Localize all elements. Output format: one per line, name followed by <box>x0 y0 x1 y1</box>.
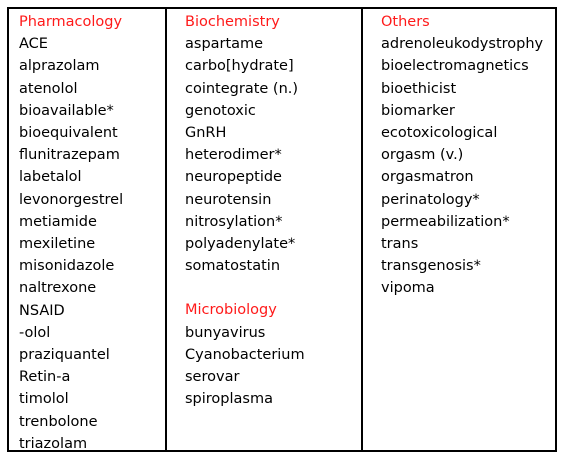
list-item: Retin-a <box>19 369 71 386</box>
list-item: cointegrate (n.) <box>185 80 299 97</box>
list-item: aspartame <box>185 36 264 53</box>
list-item: heterodimer* <box>185 147 282 164</box>
list-item: transgenosis* <box>381 258 481 275</box>
list-item: somatostatin <box>185 258 281 275</box>
list-item: ecotoxicological <box>381 125 498 142</box>
list-item: misonidazole <box>19 258 115 275</box>
list-item: ACE <box>19 36 48 53</box>
list-item: trans <box>381 236 419 253</box>
list-item: bioethicist <box>381 80 457 97</box>
list-item: biomarker <box>381 102 455 119</box>
list-item: genotoxic <box>185 102 256 119</box>
list-item: spiroplasma <box>185 391 273 408</box>
list-item: NSAID <box>19 302 65 319</box>
list-item: orgasm (v.) <box>381 147 464 164</box>
list-item: praziquantel <box>19 347 110 364</box>
term-table <box>7 7 557 452</box>
list-item: polyadenylate* <box>185 236 296 253</box>
list-item: -olol <box>19 324 51 341</box>
column-biochemistry <box>167 9 363 450</box>
list-item: trenbolone <box>19 413 98 430</box>
column-heading: Biochemistry <box>185 14 280 30</box>
list-item: Cyanobacterium <box>185 346 305 363</box>
term-list <box>185 322 361 411</box>
column-heading: Pharmacology <box>19 14 123 30</box>
list-item: bunyavirus <box>185 324 266 341</box>
list-item: bioequivalent <box>19 125 118 142</box>
list-item: alprazolam <box>19 58 100 75</box>
list-item: nitrosylation* <box>185 213 283 230</box>
column-heading: Microbiology <box>185 302 277 319</box>
list-item: perinatology* <box>381 191 480 208</box>
list-item: bioavailable* <box>19 102 114 119</box>
list-item: metiamide <box>19 213 97 230</box>
section-spacer <box>185 277 361 299</box>
term-list <box>19 33 165 455</box>
column-pharmacology <box>9 9 167 450</box>
list-item: labetalol <box>19 169 82 186</box>
list-item: naltrexone <box>19 280 97 297</box>
list-item: serovar <box>185 369 240 386</box>
list-item: timolol <box>19 391 69 408</box>
list-item: vipoma <box>381 280 435 297</box>
list-item: carbo[hydrate] <box>185 58 294 75</box>
list-item: adrenoleukodystrophy <box>381 36 544 53</box>
term-list <box>185 33 361 277</box>
list-item: mexiletine <box>19 236 96 253</box>
list-item: triazolam <box>19 435 88 452</box>
term-list <box>381 33 555 299</box>
list-item: neuropeptide <box>185 169 282 186</box>
list-item: bioelectromagnetics <box>381 58 529 75</box>
column-heading: Others <box>381 14 430 30</box>
list-item: flunitrazepam <box>19 147 120 164</box>
column-others <box>363 9 555 450</box>
list-item: neurotensin <box>185 191 272 208</box>
list-item: permeabilization* <box>381 213 510 230</box>
list-item: levonorgestrel <box>19 191 124 208</box>
list-item: atenolol <box>19 80 78 97</box>
list-item: GnRH <box>185 125 227 142</box>
list-item: orgasmatron <box>381 169 474 186</box>
